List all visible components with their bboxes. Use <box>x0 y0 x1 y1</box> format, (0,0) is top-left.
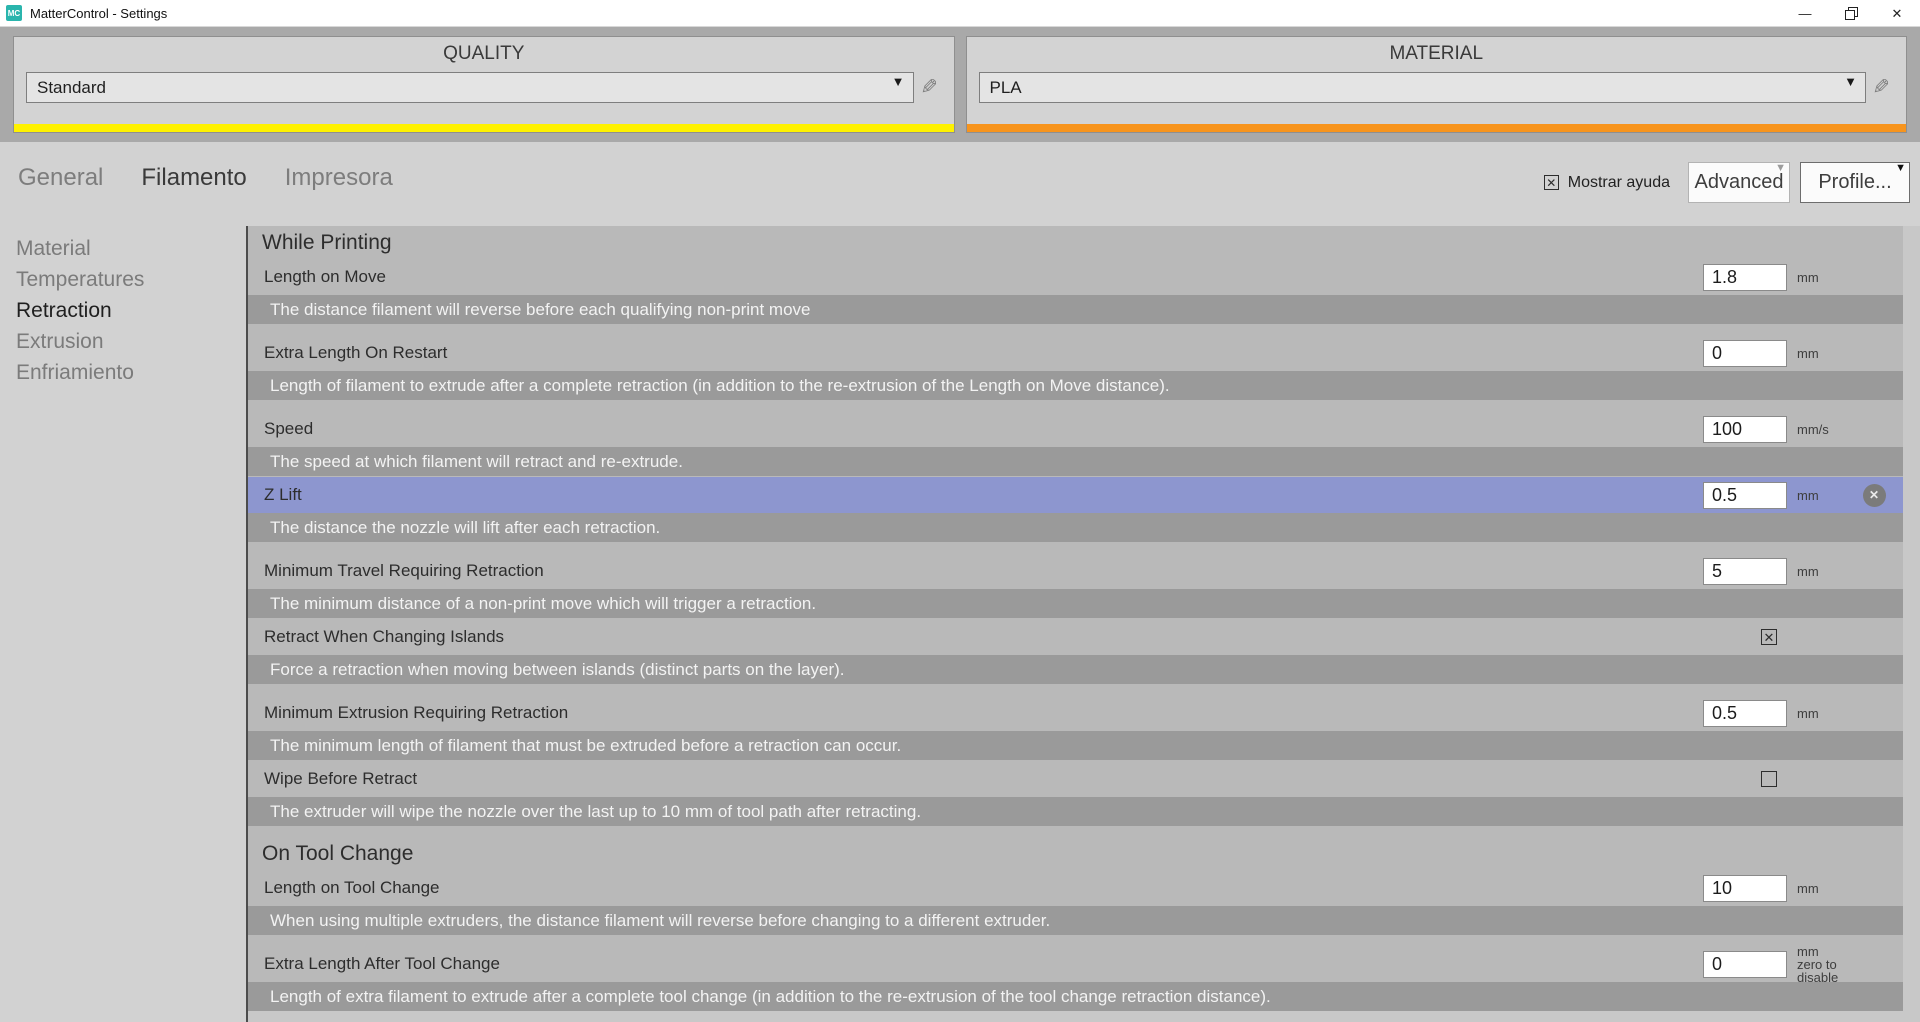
setting-label: Retract When Changing Islands <box>264 627 505 646</box>
value-zone <box>1703 629 1903 645</box>
setting-value-input[interactable] <box>1703 482 1787 509</box>
value-zone <box>1703 340 1903 367</box>
quality-accent-bar <box>14 124 954 132</box>
close-icon[interactable]: ✕ <box>1891 5 1903 21</box>
unit-label: mm <box>1797 880 1819 896</box>
setting-help: Force a retraction when moving between islands (distinct parts on the layer). <box>248 655 1903 684</box>
unit-label: mm <box>1797 705 1819 721</box>
setting-value-input[interactable] <box>1703 951 1787 978</box>
title-bar <box>0 0 1920 27</box>
row-gap <box>248 543 1903 553</box>
setting-value-input[interactable] <box>1703 416 1787 443</box>
chevron-down-icon: ▼ <box>891 74 905 89</box>
unit-label: mm <box>1797 563 1819 579</box>
value-zone <box>1703 875 1903 902</box>
section-header: On Tool Change <box>262 841 414 865</box>
setting-help: The distance filament will reverse before each qualifying non-print move <box>248 295 1903 324</box>
setting-checkbox[interactable] <box>1761 771 1777 787</box>
setting-row[interactable] <box>248 477 1903 513</box>
chevron-down-icon: ▼ <box>1775 162 1786 174</box>
minimize-icon[interactable]: — <box>1798 6 1812 21</box>
edit-quality-pencil-icon[interactable]: ✎ <box>919 76 938 99</box>
advanced-button-label: Advanced <box>1694 171 1784 193</box>
chevron-down-icon: ▼ <box>1844 74 1857 89</box>
setting-value-input[interactable] <box>1703 700 1787 727</box>
value-zone <box>1703 264 1903 291</box>
preset-panels <box>0 27 1920 142</box>
show-help-checkbox[interactable]: ✕ <box>1544 175 1559 190</box>
unit-label: mm <box>1797 269 1819 285</box>
setting-help: Length of filament to extrude after a complete retraction (in addition to the re-extrusion of the Length on Move distance). <box>248 371 1903 400</box>
setting-label: Z Lift <box>264 485 302 504</box>
setting-label: Wipe Before Retract <box>264 769 418 788</box>
material-accent-bar <box>967 124 1907 132</box>
quality-dropdown[interactable] <box>26 72 914 103</box>
setting-value-input[interactable] <box>1703 558 1787 585</box>
revert-icon[interactable]: ✕ <box>1863 484 1886 507</box>
setting-label: Minimum Extrusion Requiring Retraction <box>264 703 569 722</box>
unit-label: mm/s <box>1797 421 1829 437</box>
material-dropdown[interactable] <box>979 72 1867 103</box>
setting-label: Length on Tool Change <box>264 878 440 897</box>
setting-label: Speed <box>264 419 314 438</box>
chevron-down-icon: ▼ <box>1895 162 1906 174</box>
material-dropdown-value: PLA <box>989 77 1022 97</box>
profile-button[interactable] <box>1800 162 1910 203</box>
setting-help: The distance the nozzle will lift after each retraction. <box>248 513 1903 542</box>
setting-label: Extra Length On Restart <box>264 343 448 362</box>
value-zone <box>1703 416 1903 443</box>
unit-label: mm zero to disable <box>1797 943 1839 985</box>
setting-help: The minimum distance of a non-print move which will trigger a retraction. <box>248 589 1903 618</box>
row-gap <box>248 685 1903 695</box>
value-zone <box>1703 771 1903 787</box>
show-help-toggle[interactable] <box>1544 174 1670 192</box>
value-zone <box>1703 700 1903 727</box>
tab-impresora[interactable]: Impresora <box>284 164 393 191</box>
settings-sidebar <box>0 226 248 1022</box>
sidebar-item-retraction[interactable]: Retraction <box>16 299 112 322</box>
setting-label: Length on Move <box>264 267 386 286</box>
value-zone <box>1703 482 1903 509</box>
sidebar-item-extrusion[interactable]: Extrusion <box>16 330 104 353</box>
tab-bar <box>0 142 1920 226</box>
setting-row[interactable] <box>248 695 1903 731</box>
setting-row[interactable] <box>248 761 1903 797</box>
setting-row[interactable] <box>248 411 1903 447</box>
sidebar-item-material[interactable]: Material <box>16 237 91 260</box>
setting-value-input[interactable] <box>1703 264 1787 291</box>
settings-content <box>248 226 1920 1022</box>
show-help-label: Mostrar ayuda <box>1567 173 1670 191</box>
setting-label: Minimum Travel Requiring Retraction <box>264 561 544 580</box>
sidebar-item-enfriamiento[interactable]: Enfriamiento <box>16 361 134 384</box>
sidebar-item-temperatures[interactable]: Temperatures <box>16 268 145 291</box>
setting-help: The speed at which filament will retract and re-extrude. <box>248 447 1903 476</box>
unit-label: mm <box>1797 487 1819 503</box>
setting-help: The minimum length of filament that must be extruded before a retraction can occur. <box>248 731 1903 760</box>
tab-general[interactable]: General <box>18 164 104 191</box>
setting-label: Extra Length After Tool Change <box>264 954 500 973</box>
quality-panel-title: QUALITY <box>443 43 525 64</box>
settings-rows <box>248 226 1903 1011</box>
quality-panel <box>13 36 955 133</box>
setting-row[interactable] <box>248 335 1903 371</box>
restore-icon[interactable] <box>1828 0 1874 27</box>
value-zone <box>1703 558 1903 585</box>
quality-dropdown-value: Standard <box>37 77 106 97</box>
setting-value-input[interactable] <box>1703 340 1787 367</box>
profile-button-label: Profile... <box>1818 171 1892 193</box>
setting-row[interactable] <box>248 619 1903 655</box>
row-gap <box>248 936 1903 946</box>
value-zone <box>1703 945 1903 984</box>
setting-help: When using multiple extruders, the distance filament will reverse before changing to a different extruder. <box>248 906 1903 935</box>
tab-filamento[interactable]: Filamento <box>141 164 247 191</box>
row-gap <box>248 325 1903 335</box>
setting-checkbox[interactable]: ✕ <box>1761 629 1777 645</box>
row-gap <box>248 401 1903 411</box>
unit-label: mm <box>1797 345 1819 361</box>
setting-row[interactable] <box>248 943 1903 985</box>
section-header: While Printing <box>262 230 392 254</box>
setting-row[interactable] <box>248 870 1903 906</box>
setting-value-input[interactable] <box>1703 875 1787 902</box>
setting-row[interactable] <box>248 259 1903 295</box>
setting-help: Length of extra filament to extrude after a complete tool change (in addition to the re-extrusion of the tool change retraction distance). <box>248 982 1903 1011</box>
app-logo-icon: MC <box>6 5 22 21</box>
setting-row[interactable] <box>248 553 1903 589</box>
edit-material-pencil-icon[interactable]: ✎ <box>1872 76 1890 99</box>
row-gap <box>248 827 1903 837</box>
material-panel <box>966 36 1908 133</box>
tabs <box>18 164 393 192</box>
advanced-button[interactable] <box>1688 162 1790 203</box>
setting-help: The extruder will wipe the nozzle over the last up to 10 mm of tool path after retracting. <box>248 797 1903 826</box>
window-title: MatterControl - Settings <box>30 5 168 21</box>
material-panel-title: MATERIAL <box>1389 43 1484 64</box>
revert-slot <box>1855 484 1893 507</box>
